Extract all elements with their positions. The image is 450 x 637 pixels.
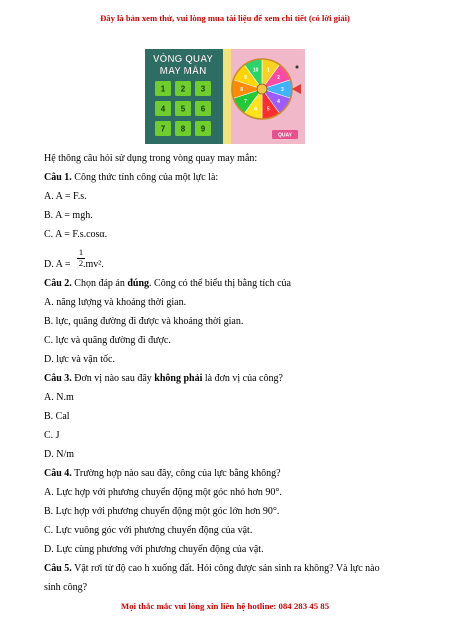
q4-option-b: B. Lực hợp với phương chuyển động một góc lớn hơn 90°.	[44, 506, 280, 517]
game-title-line2: MAY MẮN	[159, 66, 207, 77]
q2-option-b: B. lực, quãng đường đi được và khoảng thời gian.	[44, 316, 244, 327]
wheel-segment-label: 8	[240, 87, 243, 93]
fraction-half: 1 2	[78, 247, 84, 268]
intro-text: Hệ thông câu hỏi sử dụng trong vòng quay may mắn:	[44, 153, 258, 164]
question-3: Câu 3. Đơn vị nào sau đây không phải là đơn vị của công?	[44, 373, 283, 384]
q4-option-d: D. Lực cùng phương với phương chuyển động của vật.	[44, 544, 264, 555]
grid-tile-label: 1	[160, 84, 166, 94]
lucky-wheel-image	[145, 49, 305, 144]
grid-tile-label: 7	[160, 124, 166, 134]
wheel-segment-label: 6	[254, 106, 258, 113]
hotline-notice: Mọi thắc mắc vui lòng xin liên hệ hotline: 084 283 45 85	[120, 601, 330, 611]
q2-option-a: A. năng lượng và khoảng thời gian.	[44, 297, 187, 308]
q1-option-b: B. A = mgh.	[44, 210, 93, 221]
question-5: Câu 5. Vật rơi từ độ cao h xuống đất. Hỏi công được sản sinh ra không? Và lực nào	[44, 563, 380, 574]
wheel-segment-label: 5	[266, 106, 270, 113]
grid-tile-label: 9	[200, 124, 206, 134]
pin-icon	[296, 66, 299, 69]
grid-tile-label: 3	[200, 84, 206, 94]
preview-notice: Đây là bản xem thử, vui lòng mua tài liệu để xem chi tiết (có lời giải)	[100, 13, 350, 23]
wheel-segment-label: 1	[266, 67, 270, 74]
wheel-hub	[257, 84, 267, 94]
wheel-segment-label: 4	[277, 98, 280, 105]
question-4: Câu 4. Trường hợp nào sau đây, công của lực bằng không?	[44, 468, 281, 479]
wheel-segment-label: 10	[252, 67, 259, 74]
q3-option-d: D. N/m	[44, 449, 74, 460]
q1-option-c: C. A = F.s.cosα.	[44, 229, 108, 240]
grid-tile-label: 6	[200, 104, 206, 114]
wheel-segment-label: 3	[281, 87, 284, 93]
grid-tile-label: 4	[160, 104, 166, 114]
q3-option-b: B. Cal	[44, 411, 70, 422]
wheel-segment-label: 9	[244, 75, 247, 82]
wheel-segment-label: 7	[244, 98, 247, 105]
q1-option-d: D. A = .mv². 1 2	[44, 247, 104, 270]
q2-option-d: D. lực và vận tốc.	[44, 354, 115, 365]
q2-option-c: C. lực và quãng đường đi được.	[44, 335, 171, 346]
grid-tile-label: 2	[180, 84, 186, 94]
question-1: Câu 1. Công thức tính công của một lực là:	[44, 172, 219, 183]
q3-option-a: A. N.m	[44, 392, 74, 403]
question-2: Câu 2. Chọn đáp án đúng. Công có thể biểu thị bằng tích của	[44, 278, 291, 289]
spin-wheel	[232, 59, 292, 119]
grid-tile-label: 5	[180, 104, 186, 114]
spin-button-label: QUAY	[278, 132, 292, 139]
question-5-continued: sinh công?	[44, 582, 88, 593]
wheel-segment-label: 2	[277, 75, 280, 82]
q3-option-c: C. J	[44, 430, 60, 441]
grid-tile-label: 8	[180, 124, 186, 134]
game-title-line1: VÒNG QUAY	[152, 54, 214, 65]
q4-option-a: A. Lực hợp với phương chuyển động một góc nhỏ hơn 90°.	[44, 487, 282, 498]
q1-option-a: A. A = F.s.	[44, 191, 87, 202]
q4-option-c: C. Lực vuông góc với phương chuyển động của vật.	[44, 525, 253, 536]
